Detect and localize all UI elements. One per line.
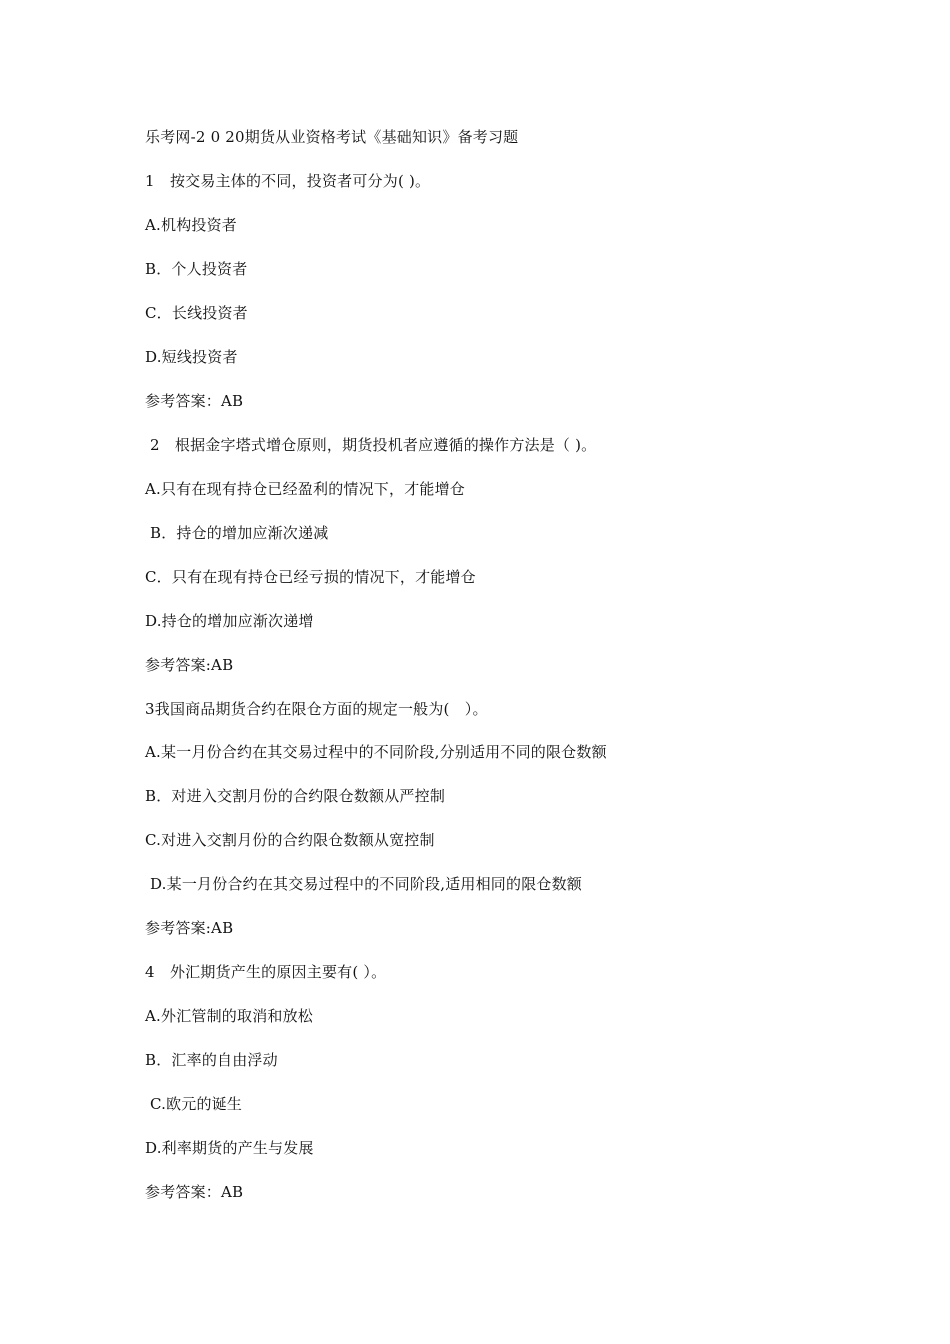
question-2-option-a: A.只有在现有持仓已经盈利的情况下，才能增仓 — [145, 480, 466, 498]
question-3-option-d: D.某一月份合约在其交易过程中的不同阶段,适用相同的限仓数额 — [145, 875, 582, 893]
question-3-option-c: C.对进入交割月份的合约限仓数额从宽控制 — [145, 831, 435, 849]
question-2-answer: 参考答案:AB — [145, 656, 234, 674]
question-4-answer: 参考答案：AB — [145, 1183, 244, 1201]
question-1-answer: 参考答案：AB — [145, 392, 244, 410]
question-3-answer: 参考答案:AB — [145, 919, 234, 937]
question-4-option-b: B．汇率的自由浮动 — [145, 1051, 278, 1069]
question-1-option-a: A.机构投资者 — [145, 216, 238, 234]
question-1-option-c: C．长线投资者 — [145, 304, 248, 322]
question-4-option-a: A.外汇管制的取消和放松 — [145, 1007, 314, 1025]
question-4-option-d: D.利率期货的产生与发展 — [145, 1139, 314, 1157]
question-3-option-b: B．对进入交割月份的合约限仓数额从严控制 — [145, 787, 446, 805]
question-1-option-b: B．个人投资者 — [145, 260, 248, 278]
question-2-option-d: D.持仓的增加应渐次递增 — [145, 612, 314, 630]
question-3-stem: 3我国商品期货合约在限仓方面的规定一般为( ）。 — [145, 700, 488, 718]
question-1-option-d: D.短线投资者 — [145, 348, 238, 366]
question-4-option-c: C.欧元的诞生 — [145, 1095, 243, 1113]
question-4-stem: 4 外汇期货产生的原因主要有( ）。 — [145, 963, 387, 981]
question-2-stem: 2 根据金字塔式增仓原则，期货投机者应遵循的操作方法是（ )。 — [145, 436, 597, 454]
question-2-option-b: B．持仓的增加应渐次递减 — [145, 524, 329, 542]
question-1-stem: 1 按交易主体的不同，投资者可分为( )。 — [145, 172, 431, 190]
document-title: 乐考网-2 0 20期货从业资格考试《基础知识》备考习题 — [145, 128, 519, 146]
question-3-option-a: A.某一月份合约在其交易过程中的不同阶段,分别适用不同的限仓数额 — [145, 743, 607, 761]
question-2-option-c: C．只有在现有持仓已经亏损的情况下，才能增仓 — [145, 568, 476, 586]
